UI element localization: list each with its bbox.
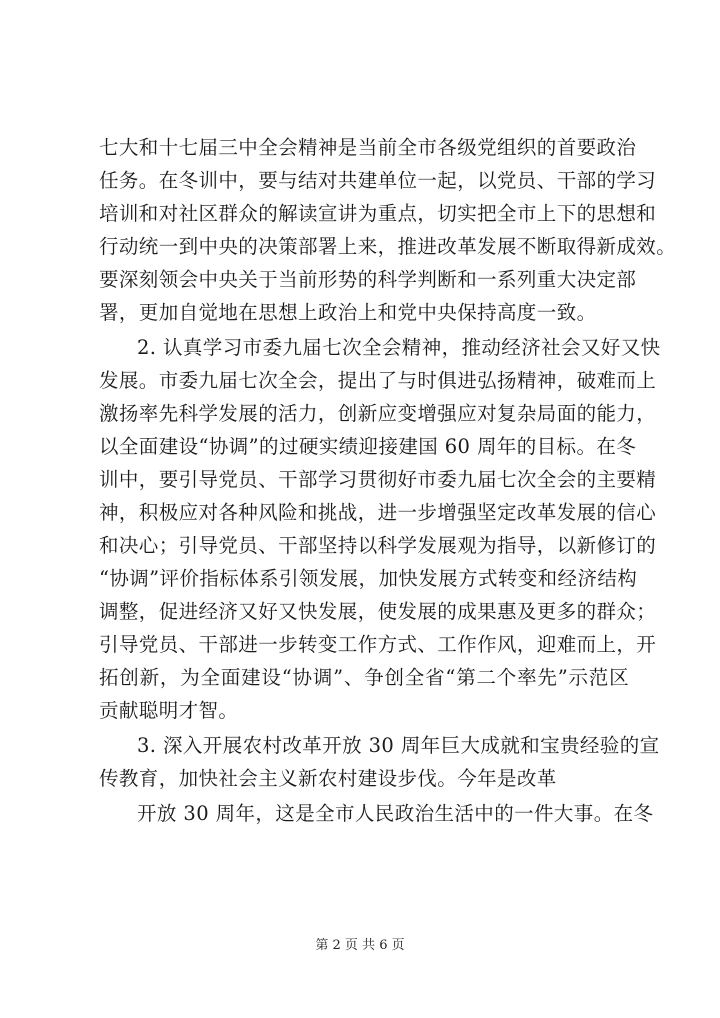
paragraph-line: 神，积极应对各种风险和挑战，进一步增强坚定改革发展的信心 — [99, 501, 657, 524]
paragraph-line: 贡献聪明才智。 — [99, 699, 239, 722]
page-number-footer: 第 2 页 共 6 页 — [315, 938, 405, 953]
paragraph-line: 激扬率先科学发展的活力，创新应变增强应对复杂局面的能力， — [99, 402, 657, 425]
paragraph-line: 传教育，加快社会主义新农村建设步伐。今年是改革 — [99, 767, 557, 790]
paragraph-line: 行动统一到中央的决策部署上来，推进改革发展不断取得新成效。 — [99, 235, 677, 258]
paragraph-line: 拓创新，为全面建设“协调”、争创全省“第二个率先”示范区 — [99, 666, 629, 689]
paragraph-line: 署，更加自觉地在思想上政治上和党中央保持高度一致。 — [99, 301, 597, 324]
paragraph-line: 和决心；引导党员、干部坚持以科学发展观为指导，以新修订的 — [99, 534, 657, 557]
paragraph-line: 训中，要引导党员、干部学习贯彻好市委九届七次全会的主要精 — [99, 468, 657, 491]
section-heading-line: 2. 认真学习市委九届七次全会精神，推动经济社会又好又快 — [137, 336, 661, 359]
paragraph-line: 调整，促进经济又好又快发展，使发展的成果惠及更多的群众； — [99, 600, 657, 623]
paragraph-line: 七大和十七届三中全会精神是当前全市各级党组织的首要政治 — [99, 136, 637, 159]
paragraph-line: 开放 30 周年，这是全市人民政治生活中的一件大事。在冬 — [137, 802, 654, 825]
paragraph-line: 要深刻领会中央关于当前形势的科学判断和一系列重大决定部 — [99, 268, 637, 291]
paragraph-line: 培训和对社区群众的解读宣讲为重点，切实把全市上下的思想和 — [99, 202, 657, 225]
paragraph-line: “协调”评价指标体系引领发展，加快发展方式转变和经济结构 — [99, 567, 638, 590]
section-heading-line: 3. 深入开展农村改革开放 30 周年巨大成就和宝贵经验的宣 — [137, 734, 660, 757]
paragraph-line: 发展。市委九届七次全会，提出了与时俱进弘扬精神，破难而上 — [99, 369, 657, 392]
paragraph-line: 以全面建设“协调”的过硬实绩迎接建国 60 周年的目标。在冬 — [99, 435, 637, 458]
paragraph-line: 引导党员、干部进一步转变工作方式、工作作风，迎难而上，开 — [99, 633, 657, 656]
paragraph-line: 任务。在冬训中，要与结对共建单位一起，以党员、干部的学习 — [99, 169, 657, 192]
